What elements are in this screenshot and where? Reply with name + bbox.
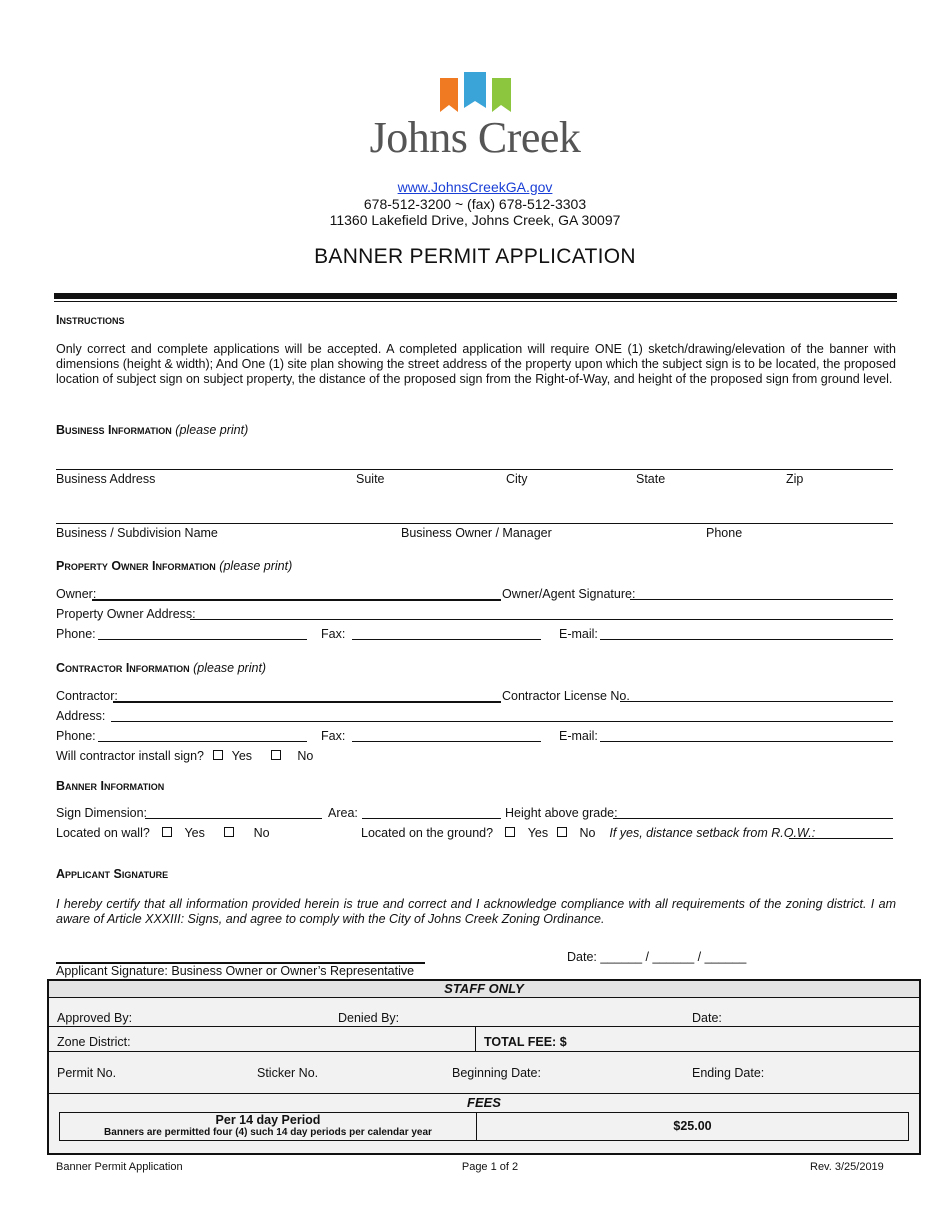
setback-label: If yes, distance setback from R.O.W.:	[609, 826, 816, 840]
contractor-address-field[interactable]	[111, 721, 893, 722]
business-name-line[interactable]	[56, 523, 893, 524]
fee-amount: $25.00	[673, 1119, 712, 1133]
contractor-field[interactable]	[113, 701, 501, 703]
owner-signature-label: Owner/Agent Signature:	[502, 587, 636, 601]
contractor-email-field[interactable]	[600, 741, 893, 742]
area-label: Area:	[328, 806, 358, 820]
suite-label: Suite	[356, 472, 385, 486]
contact-phones: 678-512-3200 ~ (fax) 678-512-3303	[363, 196, 587, 212]
contractor-label: Contractor:	[56, 689, 118, 703]
contractor-heading-label: Contractor Information	[56, 661, 190, 675]
contractor-fax-label: Fax:	[321, 729, 346, 743]
ground-no-label: No	[579, 826, 596, 840]
property-address-label: Property Owner Address:	[56, 607, 196, 621]
wall-no-label: No	[253, 826, 270, 840]
install-no-label: No	[297, 749, 314, 763]
property-phone-label: Phone:	[56, 627, 96, 641]
contractor-phone-field[interactable]	[98, 741, 307, 742]
area-field[interactable]	[362, 818, 501, 819]
business-phone-label: Phone	[706, 526, 743, 540]
setback-field[interactable]	[789, 838, 893, 839]
install-question-label: Will contractor install sign?	[56, 749, 204, 763]
staff-divider-2	[49, 1051, 919, 1052]
city-label: City	[506, 472, 528, 486]
property-heading-label: Property Owner Information	[56, 559, 216, 573]
property-heading	[56, 559, 292, 573]
contractor-heading	[56, 661, 266, 675]
install-no-checkbox[interactable]	[271, 750, 281, 760]
owner-signature-field[interactable]	[630, 599, 893, 600]
certify-text: I hereby certify that all information provided herein is true and correct and I acknowledge compliance with all requirements of the zoning district. I am aware of Article XXXIII: Signs, and agree to comply with the City of Johns Creek Zoning Ordinance.	[56, 897, 896, 926]
beginning-date-label: Beginning Date:	[452, 1066, 541, 1080]
instructions-heading: Instructions	[56, 313, 125, 327]
zone-district-label: Zone District:	[57, 1035, 131, 1049]
logo-text: Johns Creek	[369, 113, 581, 162]
state-label: State	[636, 472, 666, 486]
wall-no-checkbox[interactable]	[224, 827, 234, 837]
owner-field[interactable]	[92, 599, 501, 601]
ground-no-checkbox[interactable]	[557, 827, 567, 837]
title-divider-thick	[54, 293, 897, 299]
business-address-line[interactable]	[56, 469, 893, 470]
wall-question-label: Located on wall?	[56, 826, 150, 840]
property-phone-field[interactable]	[98, 639, 307, 640]
contractor-heading-note: (please print)	[193, 661, 267, 675]
business-heading-label: Business Information	[56, 423, 172, 437]
owner-label: Owner:	[56, 587, 97, 601]
applicant-date[interactable]: Date: ______ / ______ / ______	[567, 950, 747, 964]
contractor-phone-label: Phone:	[56, 729, 96, 743]
business-heading	[56, 423, 248, 437]
install-yes-checkbox[interactable]	[213, 750, 223, 760]
property-fax-label: Fax:	[321, 627, 346, 641]
height-field[interactable]	[613, 818, 893, 819]
ending-date-label: Ending Date:	[692, 1066, 765, 1080]
permit-no-label: Permit No.	[57, 1066, 117, 1080]
sticker-no-label: Sticker No.	[257, 1066, 319, 1080]
fees-heading: FEES	[467, 1095, 501, 1110]
zip-label: Zip	[786, 472, 804, 486]
business-owner-label: Business Owner / Manager	[401, 526, 552, 540]
contractor-license-label: Contractor License No.	[502, 689, 630, 703]
staff-only-heading: STAFF ONLY	[49, 981, 919, 998]
staff-divider-3	[49, 1093, 919, 1094]
install-question	[56, 749, 313, 763]
wall-question	[56, 826, 270, 840]
business-heading-note: (please print)	[175, 423, 249, 437]
approved-by-label: Approved By:	[57, 1011, 133, 1025]
instructions-text: Only correct and complete applications will be accepted. A completed application will require ONE (1) sketch/drawing/elevation of the banner with dimensions (height & width); And One (1) site plan showing the street address of the property upon which the subject sign is to be located, the proposed location of subject sign on subject property, the distance of the proposed sign from the Right-of-Way, and height of the proposed sign from ground level.	[56, 342, 896, 386]
sign-dimension-label: Sign Dimension:	[56, 806, 148, 820]
property-email-label: E-mail:	[559, 627, 598, 641]
ground-yes-label: Yes	[527, 826, 549, 840]
business-name-label: Business / Subdivision Name	[56, 526, 218, 540]
staff-vdivider-1	[475, 1026, 476, 1051]
applicant-heading: Applicant Signature	[56, 867, 169, 881]
staff-date-label: Date:	[692, 1011, 722, 1025]
staff-divider-1	[49, 1026, 919, 1027]
footer-revision: Rev. 3/25/2019	[810, 1161, 884, 1173]
contractor-license-field[interactable]	[620, 701, 893, 702]
footer-left: Banner Permit Application	[56, 1161, 183, 1173]
staff-only-section	[47, 979, 921, 1155]
footer-page: Page 1 of 2	[461, 1161, 519, 1173]
property-address-field[interactable]	[190, 619, 893, 620]
contractor-fax-field[interactable]	[352, 741, 541, 742]
wall-yes-checkbox[interactable]	[162, 827, 172, 837]
property-email-field[interactable]	[600, 639, 893, 640]
applicant-signature-label: Applicant Signature: Business Owner or Owner’s Representative	[56, 964, 415, 978]
fee-row	[59, 1112, 909, 1141]
install-yes-label: Yes	[231, 749, 253, 763]
contact-address: 11360 Lakefield Drive, Johns Creek, GA 30097	[329, 212, 621, 228]
website-link[interactable]: www.JohnsCreekGA.gov	[397, 179, 553, 195]
ground-question-label: Located on the ground?	[361, 826, 494, 840]
fee-period-note: Banners are permitted four (4) such 14 day periods per calendar year	[104, 1127, 432, 1138]
title-divider-thin	[54, 301, 897, 302]
property-fax-field[interactable]	[352, 639, 541, 640]
business-address-label: Business Address	[56, 472, 156, 486]
fee-period-cell	[60, 1113, 477, 1140]
property-heading-note: (please print)	[219, 559, 293, 573]
height-label: Height above grade:	[505, 806, 618, 820]
ground-yes-checkbox[interactable]	[505, 827, 515, 837]
logo-flags-icon	[438, 72, 514, 116]
total-fee-label: TOTAL FEE: $	[484, 1035, 567, 1049]
banner-heading: Banner Information	[56, 779, 165, 793]
ground-question	[361, 826, 815, 840]
contractor-address-label: Address:	[56, 709, 106, 723]
sign-dimension-field[interactable]	[145, 818, 322, 819]
fee-period-label: Per 14 day Period	[215, 1113, 321, 1127]
wall-yes-label: Yes	[184, 826, 205, 840]
denied-by-label: Denied By:	[338, 1011, 400, 1025]
contractor-email-label: E-mail:	[559, 729, 598, 743]
page-title: BANNER PERMIT APPLICATION	[314, 245, 636, 268]
